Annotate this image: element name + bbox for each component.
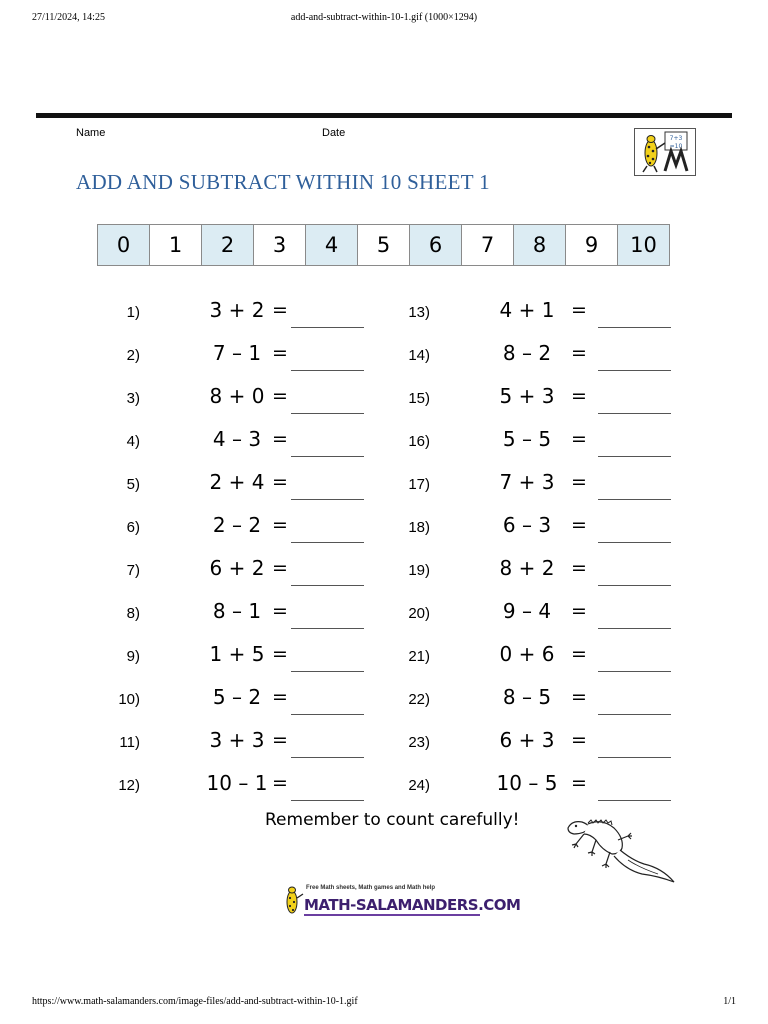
equals-sign: = — [571, 514, 587, 536]
equals-sign: = — [272, 729, 288, 751]
question-number: 14) — [408, 347, 430, 364]
question-number: 20) — [408, 605, 430, 622]
question-expression: 8 + 0 — [209, 384, 265, 408]
equals-sign: = — [571, 385, 587, 407]
number-line-cell: 7 — [462, 225, 514, 265]
question-number: 8) — [126, 605, 140, 622]
answer-blank[interactable] — [598, 628, 671, 629]
date-label: Date — [322, 127, 346, 139]
question-expression: 10 – 5 — [496, 771, 558, 795]
question-expression: 5 – 5 — [502, 427, 552, 451]
number-line-cell: 0 — [98, 225, 150, 265]
equals-sign: = — [571, 643, 587, 665]
question-row — [0, 470, 768, 500]
question-expression: 2 – 2 — [212, 513, 262, 537]
equals-sign: = — [571, 342, 587, 364]
remember-note: Remember to count carefully! — [265, 810, 520, 830]
answer-blank[interactable] — [598, 757, 671, 758]
banner-underline — [304, 914, 480, 916]
svg-text:=10: =10 — [669, 143, 683, 150]
question-number: 17) — [408, 476, 430, 493]
equals-sign: = — [272, 342, 288, 364]
equals-sign: = — [571, 428, 587, 450]
question-expression: 3 + 3 — [209, 728, 265, 752]
equals-sign: = — [272, 299, 288, 321]
number-line-cell: 1 — [150, 225, 202, 265]
equals-sign: = — [272, 428, 288, 450]
question-expression: 5 – 2 — [212, 685, 262, 709]
question-row — [0, 556, 768, 586]
answer-blank[interactable] — [598, 413, 671, 414]
answer-blank[interactable] — [598, 714, 671, 715]
equals-sign: = — [272, 385, 288, 407]
print-page-number: 1/1 — [723, 996, 736, 1007]
math-salamanders-banner — [282, 884, 521, 918]
question-row — [0, 728, 768, 758]
answer-blank[interactable] — [598, 800, 671, 801]
answer-blank[interactable] — [598, 499, 671, 500]
question-row — [0, 685, 768, 715]
question-expression: 2 + 4 — [209, 470, 265, 494]
question-row — [0, 341, 768, 371]
question-expression: 7 + 3 — [499, 470, 555, 494]
question-expression: 3 + 2 — [209, 298, 265, 322]
equals-sign: = — [571, 299, 587, 321]
question-row — [0, 298, 768, 328]
number-line-cell: 4 — [306, 225, 358, 265]
equals-sign: = — [571, 686, 587, 708]
question-expression: 9 – 4 — [502, 599, 552, 623]
answer-blank[interactable] — [598, 456, 671, 457]
question-number: 5) — [126, 476, 140, 493]
question-number: 23) — [408, 734, 430, 751]
banner-tagline: Free Math sheets, Math games and Math help — [306, 885, 436, 891]
salamander-drawing-icon — [562, 810, 680, 899]
equals-sign: = — [272, 600, 288, 622]
question-row — [0, 599, 768, 629]
number-line-cell: 2 — [202, 225, 254, 265]
question-number: 6) — [126, 519, 140, 536]
question-number: 10) — [118, 691, 140, 708]
question-expression: 6 + 2 — [209, 556, 265, 580]
equals-sign: = — [272, 471, 288, 493]
question-number: 1) — [126, 304, 140, 321]
equals-sign: = — [571, 557, 587, 579]
print-header — [32, 12, 736, 28]
question-number: 19) — [408, 562, 430, 579]
question-expression: 10 – 1 — [206, 771, 268, 795]
answer-blank[interactable] — [598, 327, 671, 328]
question-expression: 8 – 1 — [212, 599, 262, 623]
question-number: 3) — [126, 390, 140, 407]
salamander-teacher-icon — [634, 128, 696, 176]
number-line-cell: 5 — [358, 225, 410, 265]
question-number: 9) — [126, 648, 140, 665]
question-expression: 7 – 1 — [212, 341, 262, 365]
question-number: 24) — [408, 777, 430, 794]
answer-blank[interactable] — [598, 370, 671, 371]
question-expression: 8 – 5 — [502, 685, 552, 709]
answer-blank[interactable] — [598, 671, 671, 672]
svg-text:7+3: 7+3 — [669, 135, 683, 142]
question-row — [0, 427, 768, 457]
number-line-cell: 3 — [254, 225, 306, 265]
question-expression: 5 + 3 — [499, 384, 555, 408]
number-line-cell: 9 — [566, 225, 618, 265]
question-number: 22) — [408, 691, 430, 708]
print-datetime: 27/11/2024, 14:25 — [32, 12, 105, 23]
print-file-title: add-and-subtract-within-10-1.gif (1000×1294) — [290, 12, 478, 23]
equals-sign: = — [272, 514, 288, 536]
equals-sign: = — [571, 600, 587, 622]
question-expression: 4 – 3 — [212, 427, 262, 451]
question-row — [0, 771, 768, 801]
print-url: https://www.math-salamanders.com/image-files/add-and-subtract-within-10-1.gif — [32, 996, 358, 1007]
equals-sign: = — [571, 772, 587, 794]
top-rule — [36, 113, 732, 118]
name-label: Name — [76, 127, 106, 139]
equals-sign: = — [272, 643, 288, 665]
equals-sign: = — [571, 471, 587, 493]
print-footer — [32, 996, 736, 1010]
equals-sign: = — [272, 772, 288, 794]
number-line-cell: 10 — [618, 225, 669, 265]
equals-sign: = — [571, 729, 587, 751]
worksheet-title: ADD AND SUBTRACT WITHIN 10 SHEET 1 — [76, 170, 490, 194]
question-expression: 8 + 2 — [499, 556, 555, 580]
answer-blank[interactable] — [598, 585, 671, 586]
question-number: 2) — [126, 347, 140, 364]
question-number: 13) — [408, 304, 430, 321]
question-expression: 6 + 3 — [499, 728, 555, 752]
banner-brand[interactable]: MATH-SALAMANDERS.COM — [304, 896, 521, 914]
question-number: 7) — [126, 562, 140, 579]
question-number: 18) — [408, 519, 430, 536]
question-expression: 6 – 3 — [502, 513, 552, 537]
number-line-cell: 6 — [410, 225, 462, 265]
question-row — [0, 384, 768, 414]
question-expression: 4 + 1 — [499, 298, 555, 322]
number-line-cell: 8 — [514, 225, 566, 265]
question-row — [0, 513, 768, 543]
question-number: 4) — [126, 433, 140, 450]
question-number: 15) — [408, 390, 430, 407]
equals-sign: = — [272, 686, 288, 708]
salamander-logo-icon — [282, 884, 304, 918]
equals-sign: = — [272, 557, 288, 579]
question-number: 11) — [119, 734, 140, 751]
question-expression: 1 + 5 — [209, 642, 265, 666]
question-expression: 8 – 2 — [502, 341, 552, 365]
number-line — [97, 224, 670, 266]
question-expression: 0 + 6 — [499, 642, 555, 666]
question-row — [0, 642, 768, 672]
answer-blank[interactable] — [598, 542, 671, 543]
question-number: 21) — [408, 648, 430, 665]
question-number: 16) — [408, 433, 430, 450]
question-number: 12) — [118, 777, 140, 794]
